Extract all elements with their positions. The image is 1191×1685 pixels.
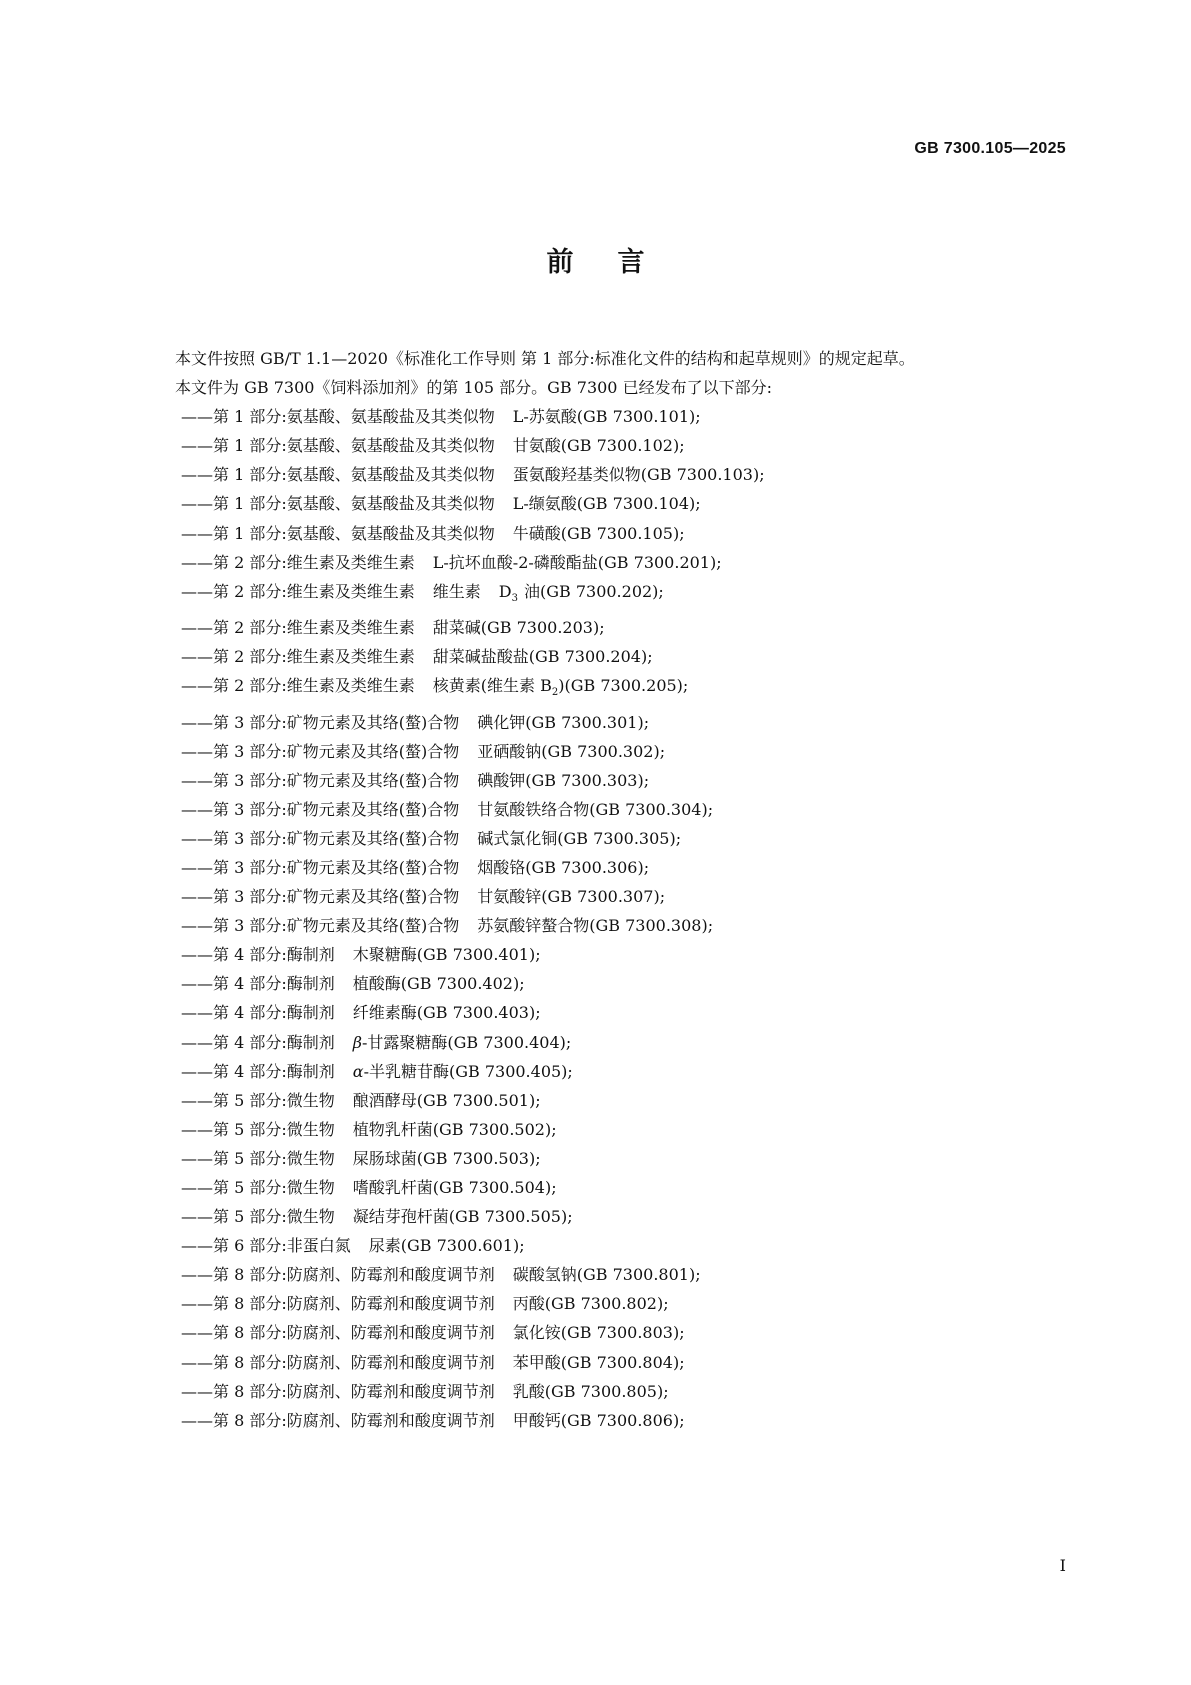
list-item — [143, 708, 1068, 737]
list-item — [143, 1086, 1068, 1115]
list-item — [143, 489, 1068, 518]
part-label: ——第 1 部分:氨基酸、氨基酸盐及其类似物 — [181, 523, 495, 543]
part-label: ——第 4 部分:酶制剂 — [181, 945, 335, 965]
product-name: 屎肠球菌(GB 7300.503); — [352, 1148, 541, 1168]
product-name: 苏氨酸锌螯合物(GB 7300.308); — [477, 916, 714, 936]
list-item — [143, 431, 1068, 460]
part-label: ——第 8 部分:防腐剂、防霉剂和酸度调节剂 — [181, 1323, 495, 1343]
product-name: 纤维素酶(GB 7300.403); — [352, 1003, 541, 1023]
product-name: 甘氨酸铁络合物(GB 7300.304); — [477, 799, 714, 819]
list-item — [143, 1231, 1068, 1260]
product-name: 烟酸铬(GB 7300.306); — [477, 857, 650, 877]
list-item — [143, 402, 1068, 431]
part-label: ——第 8 部分:防腐剂、防霉剂和酸度调节剂 — [181, 1265, 495, 1285]
product-name: 植物乳杆菌(GB 7300.502); — [352, 1119, 557, 1139]
list-item — [143, 1173, 1068, 1202]
product-name: 维生素 — [432, 581, 481, 601]
part-label: ——第 4 部分:酶制剂 — [181, 1061, 335, 1081]
product-name: L-抗坏血酸-2-磷酸酯盐(GB 7300.201); — [432, 552, 722, 572]
part-label: ——第 2 部分:维生素及类维生素 — [181, 581, 415, 601]
part-label: ——第 4 部分:酶制剂 — [181, 1003, 335, 1023]
list-item — [143, 519, 1068, 548]
greek-prefix: α — [352, 1061, 364, 1081]
product-name: 甘氨酸锌(GB 7300.307); — [477, 887, 666, 907]
list-item — [143, 853, 1068, 882]
list-item — [143, 737, 1068, 766]
product-name: 甜菜碱盐酸盐(GB 7300.204); — [432, 647, 653, 667]
product-name: 甜菜碱(GB 7300.203); — [432, 618, 605, 638]
product-name: -甘露聚糖酶(GB 7300.404); — [362, 1032, 572, 1052]
list-item — [143, 1348, 1068, 1377]
paragraph-drafting-rule: 本文件按照 GB/T 1.1—2020《标准化工作导则 第 1 部分:标准化文件的结构和起草规则》的规定起草。 — [175, 349, 915, 368]
product-name: 嗜酸乳杆菌(GB 7300.504); — [352, 1178, 557, 1197]
list-item — [143, 766, 1068, 795]
part-label: ——第 3 部分:矿物元素及其络(螯)合物 — [181, 741, 460, 761]
part-label: ——第 3 部分:矿物元素及其络(螯)合物 — [181, 887, 460, 907]
list-item — [143, 1318, 1068, 1347]
product-name: 碘酸钾(GB 7300.303); — [477, 770, 650, 790]
product-name-suffix: 油(GB 7300.202); — [523, 581, 664, 601]
list-item — [143, 1260, 1068, 1289]
product-name: 丙酸(GB 7300.802); — [512, 1294, 669, 1314]
part-label: ——第 3 部分:矿物元素及其络(螯)合物 — [181, 712, 460, 732]
product-name: 木聚糖酶(GB 7300.401); — [352, 945, 541, 965]
list-item — [143, 882, 1068, 911]
list-item — [143, 1406, 1068, 1435]
product-name: L-缬氨酸(GB 7300.104); — [512, 494, 701, 514]
document-body — [143, 344, 1068, 1435]
part-label: ——第 1 部分:氨基酸、氨基酸盐及其类似物 — [181, 407, 495, 427]
product-name: 核黄素(维生素 B — [432, 676, 552, 696]
list-item — [143, 1144, 1068, 1173]
part-label: ——第 5 部分:微生物 — [181, 1148, 335, 1168]
part-label: ——第 3 部分:矿物元素及其络(螯)合物 — [181, 770, 460, 790]
list-item — [143, 642, 1068, 671]
product-name: 牛磺酸(GB 7300.105); — [512, 523, 685, 543]
list-item — [143, 1202, 1068, 1231]
part-label: ——第 2 部分:维生素及类维生素 — [181, 647, 415, 667]
parts-list — [143, 402, 1068, 1435]
part-label: ——第 3 部分:矿物元素及其络(螯)合物 — [181, 857, 460, 877]
part-label: ——第 1 部分:氨基酸、氨基酸盐及其类似物 — [181, 465, 495, 485]
product-name: 氯化铵(GB 7300.803); — [512, 1323, 685, 1343]
list-item — [143, 940, 1068, 969]
product-name: 乳酸(GB 7300.805); — [512, 1381, 669, 1401]
list-item — [143, 795, 1068, 824]
product-name: 植酸酶(GB 7300.402); — [352, 974, 525, 994]
product-name: 碳酸氢钠(GB 7300.801); — [512, 1265, 701, 1285]
part-label: ——第 5 部分:微生物 — [181, 1207, 335, 1227]
list-item — [143, 911, 1068, 940]
list-item — [143, 1028, 1068, 1057]
product-name: 尿素(GB 7300.601); — [368, 1236, 525, 1256]
part-label: ——第 1 部分:氨基酸、氨基酸盐及其类似物 — [181, 436, 495, 456]
product-name: L-苏氨酸(GB 7300.101); — [512, 407, 701, 427]
part-label: ——第 1 部分:氨基酸、氨基酸盐及其类似物 — [181, 494, 495, 514]
greek-prefix: β — [352, 1032, 362, 1052]
part-label: ——第 8 部分:防腐剂、防霉剂和酸度调节剂 — [181, 1294, 495, 1314]
list-item — [143, 969, 1068, 998]
subscript-base: D — [498, 581, 512, 601]
list-item — [143, 1057, 1068, 1086]
subscript: 2 — [551, 687, 559, 699]
product-name: 甘氨酸(GB 7300.102); — [512, 436, 685, 456]
part-label: ——第 3 部分:矿物元素及其络(螯)合物 — [181, 828, 460, 848]
part-label: ——第 5 部分:微生物 — [181, 1090, 335, 1110]
product-name: 碘化钾(GB 7300.301); — [477, 712, 650, 732]
paragraph-part-intro: 本文件为 GB 7300《饲料添加剂》的第 105 部分。GB 7300 已经发布了以下部分: — [175, 378, 772, 398]
product-name-suffix: )(GB 7300.205); — [558, 676, 689, 696]
product-name: 碱式氯化铜(GB 7300.305); — [477, 828, 682, 848]
part-label: ——第 2 部分:维生素及类维生素 — [181, 618, 415, 638]
part-label: ——第 4 部分:酶制剂 — [181, 1032, 335, 1052]
product-name: -半乳糖苷酶(GB 7300.405); — [363, 1061, 573, 1081]
product-name: 亚硒酸钠(GB 7300.302); — [477, 741, 666, 761]
part-label: ——第 6 部分:非蛋白氮 — [181, 1236, 351, 1256]
list-item — [143, 460, 1068, 489]
list-item — [143, 577, 1068, 613]
list-item — [143, 998, 1068, 1027]
product-name: 苯甲酸(GB 7300.804); — [512, 1352, 685, 1372]
product-name: 甲酸钙(GB 7300.806); — [512, 1410, 685, 1430]
list-item — [143, 548, 1068, 577]
product-name: 酿酒酵母(GB 7300.501); — [352, 1090, 541, 1110]
page-title: 前言 — [546, 247, 689, 278]
part-label: ——第 3 部分:矿物元素及其络(螯)合物 — [181, 916, 460, 936]
part-label: ——第 5 部分:微生物 — [181, 1178, 335, 1197]
list-item — [143, 1377, 1068, 1406]
part-label: ——第 8 部分:防腐剂、防霉剂和酸度调节剂 — [181, 1352, 495, 1372]
part-label: ——第 4 部分:酶制剂 — [181, 974, 335, 994]
part-label: ——第 2 部分:维生素及类维生素 — [181, 552, 415, 572]
list-item — [143, 671, 1068, 707]
list-item — [143, 1115, 1068, 1144]
part-label: ——第 3 部分:矿物元素及其络(螯)合物 — [181, 799, 460, 819]
list-item — [143, 1289, 1068, 1318]
list-item — [143, 613, 1068, 642]
standard-number: GB 7300.105—2025 — [914, 140, 1066, 157]
page-number: I — [1059, 1556, 1066, 1575]
part-label: ——第 5 部分:微生物 — [181, 1119, 335, 1139]
product-name: 蛋氨酸羟基类似物(GB 7300.103); — [512, 465, 765, 485]
subscript: 3 — [511, 592, 518, 604]
list-item — [143, 824, 1068, 853]
part-label: ——第 2 部分:维生素及类维生素 — [181, 676, 415, 696]
part-label: ——第 8 部分:防腐剂、防霉剂和酸度调节剂 — [181, 1410, 495, 1430]
part-label: ——第 8 部分:防腐剂、防霉剂和酸度调节剂 — [181, 1381, 495, 1401]
product-name: 凝结芽孢杆菌(GB 7300.505); — [352, 1207, 573, 1227]
